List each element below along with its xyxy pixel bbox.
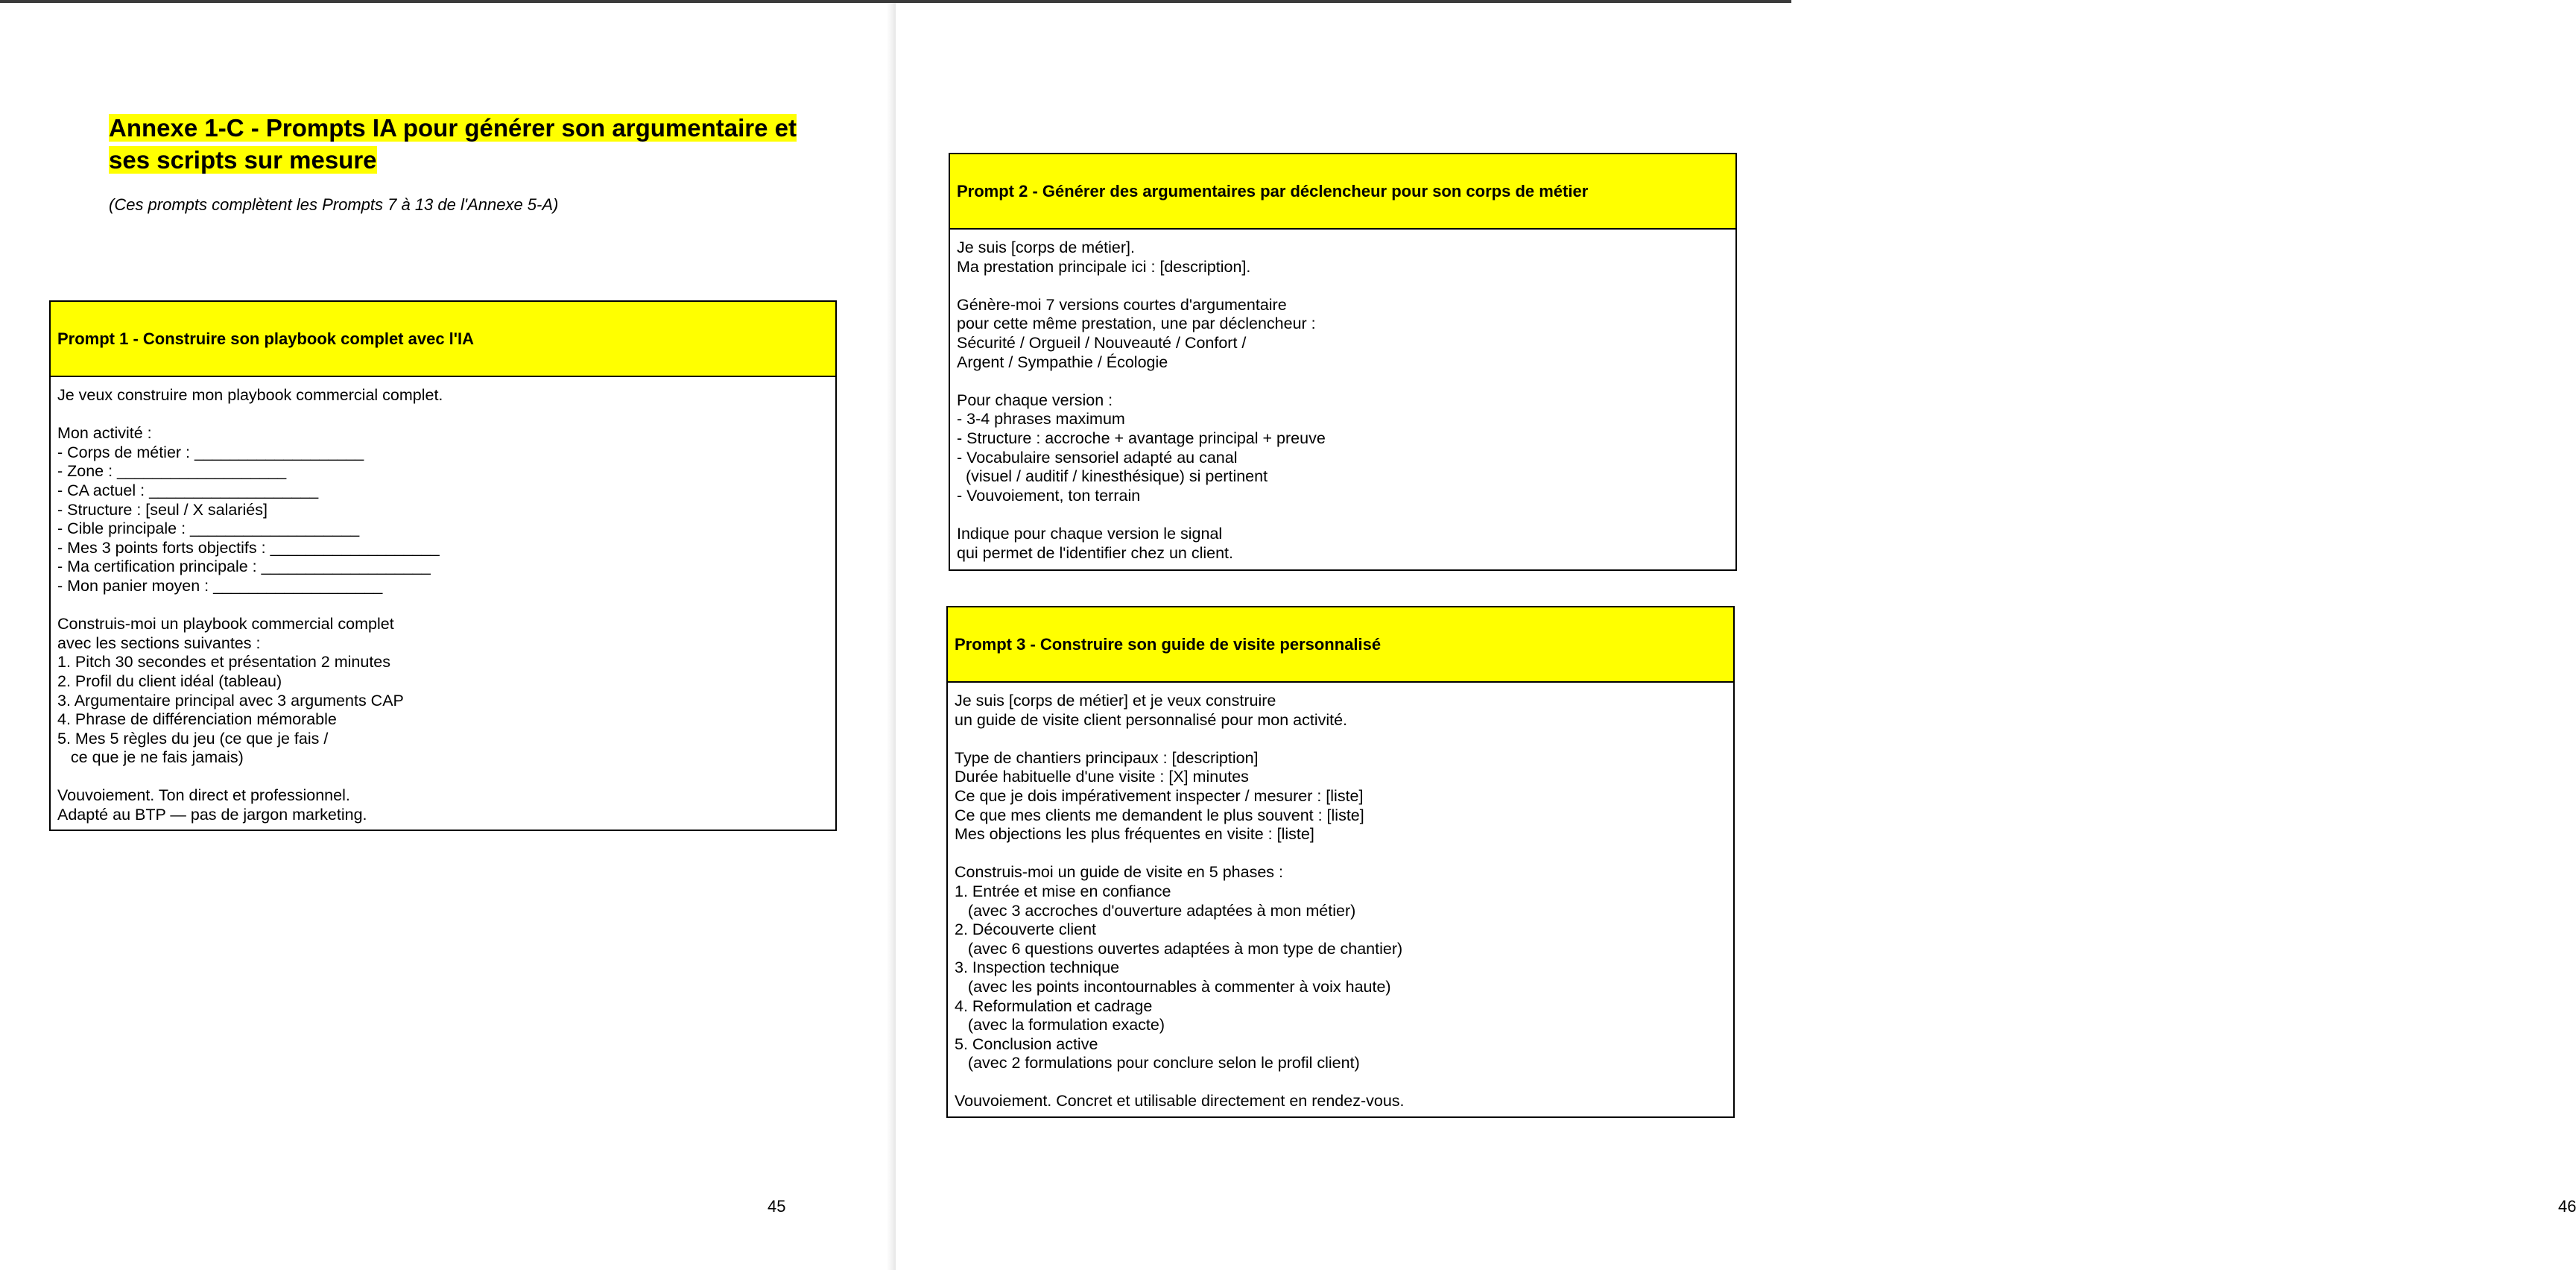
prompt-line: avec les sections suivantes : (57, 634, 261, 652)
prompt-line (57, 405, 829, 425)
prompt-line: Construis-moi un playbook commercial complet (57, 615, 394, 634)
prompt-line: Mon activité : (57, 424, 152, 443)
prompt-line (57, 596, 829, 616)
prompt-line: Ma prestation principale ici : [description]. (957, 257, 1251, 276)
prompt-line (955, 1073, 1727, 1093)
prompt-line: Pour chaque version : (957, 391, 1113, 409)
prompt-line: - Mes 3 points forts objectifs : ___________________ (57, 538, 440, 557)
prompt-line: 4. Reformulation et cadrage (955, 996, 1153, 1015)
prompt-line: (avec les points incontournables à commenter à voix haute) (955, 977, 1391, 996)
prompt-line: un guide de visite client personnalisé pour mon activité. (955, 710, 1348, 729)
prompt-line: 2. Profil du client idéal (tableau) (57, 672, 282, 690)
prompt-line: Je veux construire mon playbook commercial complet. (57, 386, 443, 404)
prompt-1-title: Prompt 1 - Construire son playbook complet avec l'IA (57, 329, 475, 348)
prompt-1-box (49, 300, 837, 831)
prompt-line: Argent / Sympathie / Écologie (957, 353, 1168, 371)
prompt-line: 1. Entrée et mise en confiance (955, 882, 1171, 900)
prompt-line: 5. Mes 5 règles du jeu (ce que je fais / (57, 729, 329, 748)
prompt-3-body (948, 683, 1733, 1117)
prompt-1-body (51, 377, 835, 831)
prompt-line: Durée habituelle d'une visite : [X] minutes (955, 768, 1249, 786)
prompt-line: Je suis [corps de métier] et je veux construire (955, 692, 1276, 710)
prompt-3-title: Prompt 3 - Construire son guide de visite personnalisé (955, 634, 1382, 654)
prompt-line: 5. Conclusion active (955, 1034, 1098, 1053)
prompt-line: Ce que mes clients me demandent le plus souvent : [liste] (955, 806, 1364, 824)
annex-title-text: Annexe 1-C - Prompts IA pour générer son argumentaire et ses scripts sur mesure (109, 114, 797, 174)
prompt-1-header (51, 302, 835, 377)
prompt-line: 1. Pitch 30 secondes et présentation 2 minutes (57, 653, 390, 672)
prompt-line (957, 277, 1729, 296)
prompt-line: Adapté au BTP — pas de jargon marketing. (57, 806, 367, 824)
prompt-line: Mes objections les plus fréquentes en visite : [liste] (955, 825, 1314, 844)
prompt-line (957, 505, 1729, 525)
prompt-line: pour cette même prestation, une par déclencheur : (957, 315, 1316, 333)
prompt-line: Sécurité / Orgueil / Nouveauté / Confort / (957, 333, 1247, 352)
prompt-line: - Structure : [seul / X salariés] (57, 500, 268, 519)
prompt-line: 4. Phrase de différenciation mémorable (57, 710, 337, 729)
prompt-line: Construis-moi un guide de visite en 5 phases : (955, 863, 1283, 882)
prompt-line: 3. Inspection technique (955, 958, 1120, 977)
prompt-line: - Ma certification principale : ___________________ (57, 557, 431, 576)
prompt-3-box (946, 606, 1735, 1118)
prompt-line: - Vocabulaire sensoriel adapté au canal (957, 448, 1238, 467)
page-number-right: 46 (2558, 1197, 2576, 1216)
prompt-line: (avec 2 formulations pour conclure selon le profil client) (955, 1054, 1360, 1072)
prompt-line: (avec 3 accroches d'ouverture adaptées à mon métier) (955, 901, 1356, 920)
prompt-line: Je suis [corps de métier]. (957, 238, 1135, 256)
prompt-line: - 3-4 phrases maximum (957, 410, 1125, 429)
prompt-line: - Structure : accroche + avantage principal + preuve (957, 429, 1326, 447)
prompt-line: - Corps de métier : ___________________ (57, 443, 364, 461)
prompt-line: - Cible principale : ___________________ (57, 519, 360, 538)
prompt-line: Type de chantiers principaux : [description] (955, 748, 1259, 767)
prompt-line (955, 844, 1727, 864)
annex-title (109, 112, 809, 176)
prompt-line: Ce que je dois impérativement inspecter / mesurer : [liste] (955, 786, 1364, 805)
prompt-line: - Mon panier moyen : ___________________ (57, 576, 383, 595)
prompt-line: Indique pour chaque version le signal (957, 524, 1223, 543)
prompt-line: (avec 6 questions ouvertes adaptées à mon type de chantier) (955, 939, 1403, 958)
prompt-2-body (950, 230, 1735, 569)
prompt-line: Génère-moi 7 versions courtes d'argumentaire (957, 295, 1287, 314)
prompt-line: - Vouvoiement, ton terrain (957, 486, 1141, 505)
prompt-line: - Zone : ___________________ (57, 462, 287, 481)
page-number-left: 45 (768, 1197, 786, 1216)
prompt-line (957, 372, 1729, 391)
prompt-2-title: Prompt 2 - Générer des argumentaires par déclencheur pour son corps de métier (957, 181, 1589, 200)
prompt-3-header (948, 607, 1733, 683)
annex-subtitle: (Ces prompts complètent les Prompts 7 à 13 de l'Annexe 5-A) (109, 195, 559, 214)
prompt-line: - CA actuel : ___________________ (57, 481, 319, 499)
prompt-line: Vouvoiement. Ton direct et professionnel. (57, 786, 350, 805)
prompt-line: 2. Découverte client (955, 920, 1097, 939)
prompt-line: 3. Argumentaire principal avec 3 arguments CAP (57, 691, 404, 710)
prompt-line: Vouvoiement. Concret et utilisable directement en rendez-vous. (955, 1092, 1405, 1111)
prompt-line: (avec la formulation exacte) (955, 1016, 1165, 1034)
prompt-2-header (950, 154, 1735, 230)
prompt-line: qui permet de l'identifier chez un client. (957, 543, 1234, 562)
prompt-2-box (949, 153, 1737, 571)
prompt-line: (visuel / auditif / kinesthésique) si pertinent (957, 467, 1268, 486)
prompt-line (955, 730, 1727, 749)
prompt-line: ce que je ne fais jamais) (57, 748, 244, 767)
page-45 (0, 3, 893, 1270)
prompt-line (57, 768, 829, 787)
